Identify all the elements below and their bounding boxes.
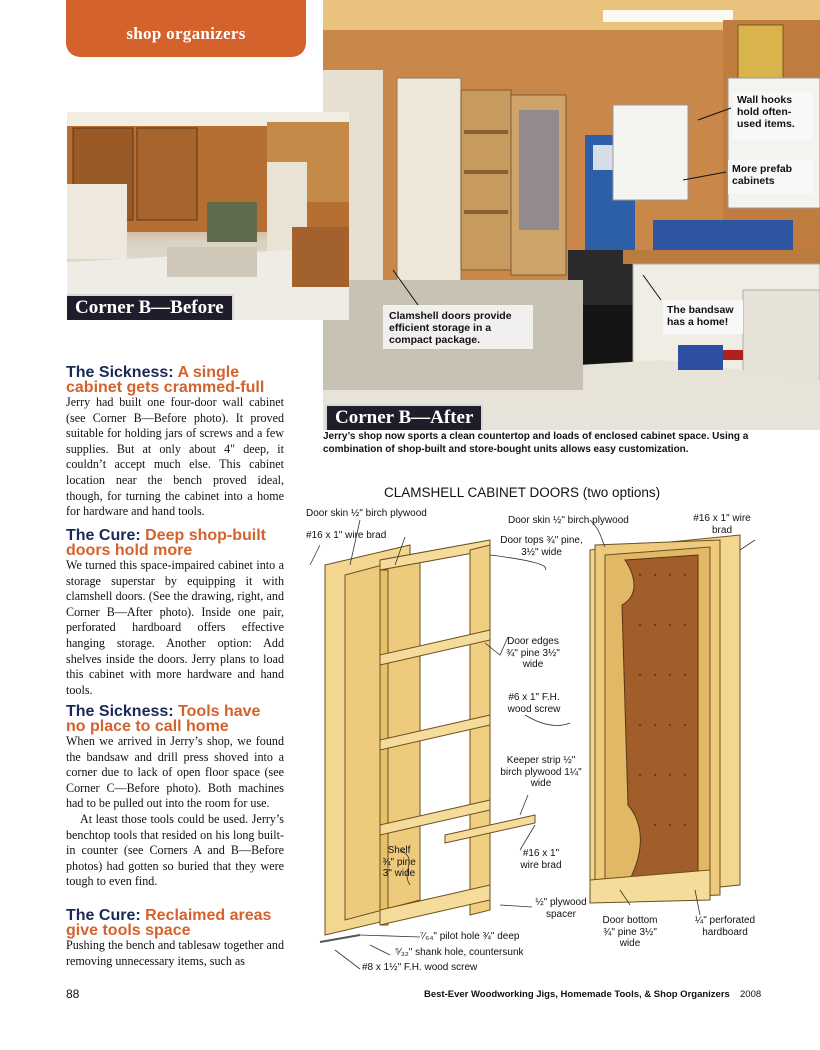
label-wire-brad-mid: #16 x 1" wire brad [520,848,562,871]
publication-title: Best-Ever Woodworking Jigs, Homemade Tools, & Shop Organizers [424,989,730,1000]
before-photo-illustration [67,112,349,320]
after-photo [323,0,820,430]
article-section-2 [66,528,284,698]
label-door-bottom: Door bottom ¾" pine 3½" wide [602,915,658,949]
section-heading: The Sickness: Tools have no place to call home [66,703,261,735]
section-body: Pushing the bench and tablesaw together and removing unnecessary items, such as [66,938,284,968]
section-heading: The Cure: Reclaimed areas give tools space [66,907,272,939]
after-photo-label: Corner B—After [325,404,483,430]
section-body: When we arrived in Jerry’s shop, we found the bandsaw and drill press shoved into a corner due to lack of open floor space (see Corner C—Before photo). Both machines had to be pulled out into the room for use. [66,734,284,811]
label-fh-screw: #6 x 1" F.H. wood screw [507,692,561,715]
label-plywood-spacer: ½" plywood spacer [535,897,587,920]
section-tab: shop organizers [66,0,306,57]
callout-clamshell-doors: Clamshell doors provide efficient storage in a compact package. [389,310,512,346]
label-hardboard: ¼" perforated hardboard [694,915,756,938]
label-wire-brad-left: #16 x 1" wire brad [306,530,387,541]
section-body: We turned this space-impaired cabinet into a storage superstar by equipping it with clamshell doors. (See the drawing, right, and Corner B—After photo). Inside one pair, perforated hardboard offers effective hanging storage. Another option: Add shelves inside the doors. Jerry plans to load this cabinet with more hardware and hand tools. [66,558,284,697]
label-door-skin-left: Door skin ½" birch plywood [306,508,427,519]
photo-caption: Jerry’s shop now sports a clean countertop and loads of enclosed cabinet space. Using a combination of shop-built and store-bought units allows easy customization. [323,431,749,455]
clamshell-diagram [300,505,760,975]
label-shelf: Shelf ¾" pine 3" wide [382,845,416,879]
article-section-4 [66,908,284,969]
section-heading: The Cure: Deep shop-built doors hold more [66,527,267,559]
label-door-tops: Door tops ¾" pine, 3½" wide [500,535,583,558]
label-door-skin-right: Door skin ½" birch plywood [508,515,629,526]
after-photo-illustration [323,0,820,430]
callout-wall-hooks: Wall hooks hold often-used items. [737,94,795,130]
section-body: At least those tools could be used. Jerry’s benchtop tools that resided on his long built-in counter (see Corners A and B—Before photos) had gotten so buried that they were tough to even find. [66,811,284,889]
publication-year: 2008 [740,989,762,1000]
label-shank-hole: ⁵⁄₃₂" shank hole, countersunk [395,947,524,958]
section-body: Jerry had built one four-door wall cabinet (see Corner B—Before photo). It proved suitable for holding jars of screws and a few supplies. But at only about 4" deep, it couldn’t accept much else. This cabinet location near the bench proved ideal, though, for turning the cabinet into a home for hardware and hand tools. [66,395,284,519]
label-door-edges: Door edges ¾" pine 3½" wide [506,636,560,670]
before-photo-label: Corner B—Before [67,294,234,320]
callout-prefab-cabinets: More prefab cabinets [732,163,793,187]
label-pilot-hole: ⁷⁄₆₄" pilot hole ¾" deep [420,931,520,942]
diagram-title: CLAMSHELL CABINET DOORS (two options) [384,485,661,500]
article-section-1 [66,365,284,520]
article-section-3 [66,704,284,890]
section-heading: The Sickness: A single cabinet gets crammed-full [66,364,265,396]
label-wire-brad-right: #16 x 1" wire brad [693,513,751,536]
page-number: 88 [66,987,80,1001]
label-wood-screw: #8 x 1½" F.H. wood screw [362,962,478,973]
before-photo [67,112,349,320]
callout-bandsaw: The bandsaw has a home! [667,304,734,328]
label-keeper-strip: Keeper strip ½" birch plywood 1¼" wide [500,755,582,789]
